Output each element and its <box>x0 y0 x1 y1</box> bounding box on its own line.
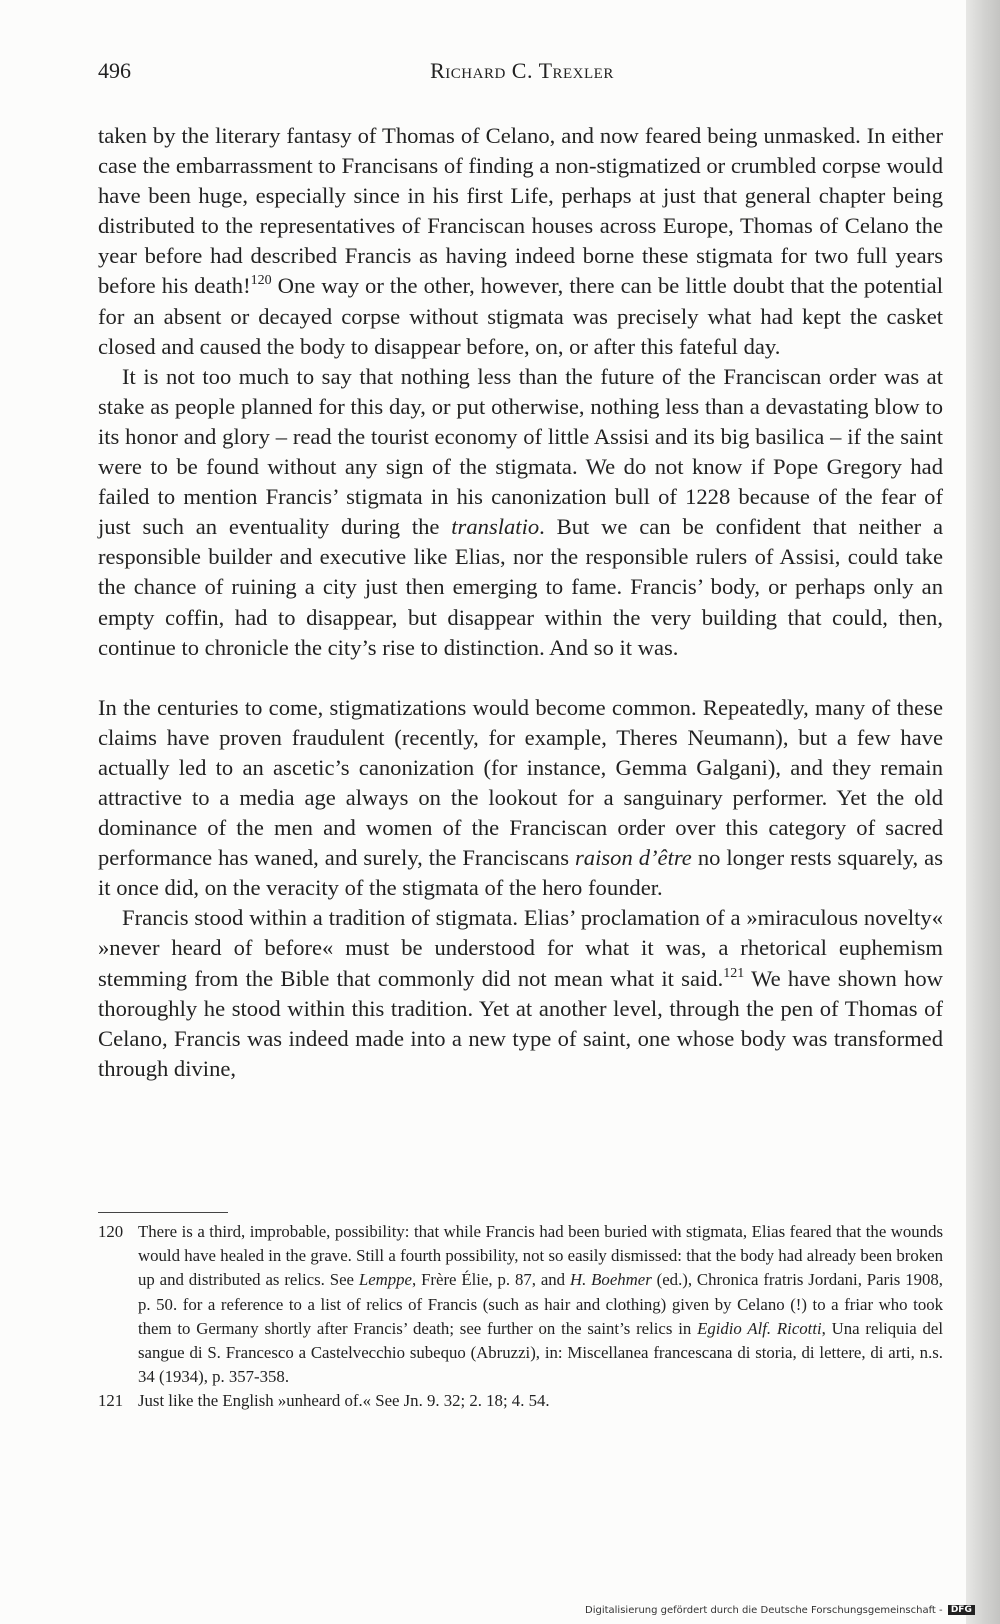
footer-text: Digitalisierung gefördert durch die Deutsche Forschungsgemeinschaft - <box>585 1605 943 1616</box>
italic-term: raison d’être <box>575 845 692 871</box>
footnote-rule <box>98 1212 228 1213</box>
paragraph-3: In the centuries to come, stigmatizations would become common. Repeatedly, many of these claims have proven fraudulent (recently, for example, Theres Neumann), but a few have actually led to an ascetic’s canonization (for instance, Gemma Galgani), and they remain attractive to a media age always on the lookout for a sanguinary performer. Yet the old dominance of the men and women of the Franciscan order over this category of sacred performance has waned, and surely, the Franciscans raison d’être no longer rests squarely, as it once did, on the veracity of the stigmata of the hero founder. <box>98 694 943 901</box>
body-text <box>98 121 943 1084</box>
paragraph-4: Francis stood within a tradition of stigmata. Elias’ proclamation of a »miraculous novelty« »never heard of before« must be understood for what it was, a rhetorical euphemism stemming from the Bible that commonly did not mean what it said.$^{121}$ We have shown how thoroughly he stood within this tradition. Yet at another level, through the pen of Thomas of Celano, Francis was indeed made into a new type of saint, one whose body was transformed through divine, <box>98 905 943 1081</box>
footnote-121 <box>98 1389 943 1413</box>
footnotes <box>98 1220 943 1414</box>
page-header <box>98 58 946 88</box>
footnote-number: 120 <box>98 1222 124 1241</box>
paragraph-2: It is not too much to say that nothing less than the future of the Franciscan order was at stake as people planned for this day, or put otherwise, nothing less than a devastating blow to its honor and glory – read the tourist economy of little Assisi and its big basilica – if the saint were to be found without any sign of the stigmata. We do not know if Pope Gregory had failed to mention Francis’ stigmata in his canonization bull of 1228 because of the fear of just such an eventuality during the translatio. But we can be confident that neither a responsible builder and executive like Elias, nor the responsible rulers of Assisi, could take the chance of ruining a city just then emerging to fame. Francis’ body, or perhaps only an empty coffin, had to disappear, but disappear within the very building that could, then, continue to chronicle the city’s rise to distinction. And so it was. <box>98 363 943 660</box>
footnote-ref-120: 120 <box>250 273 272 289</box>
footnote-ref-121: 121 <box>723 965 745 981</box>
page-number: 496 <box>98 58 131 83</box>
running-title: Richard C. Trexler <box>430 58 614 83</box>
digitization-footer <box>585 1605 975 1621</box>
footnote-120 <box>98 1220 943 1389</box>
footnote-text: There is a third, improbable, possibility: that while Francis had been buried with stigmata, Elias feared that the wounds would have healed in the grave. Still a fourth possibility, not so easily dismissed: that the body had already been broken up and distributed as relics. See Lemppe, Frère Élie, p. 87, and H. Boehmer (ed.), Chronica fratris Jordani, Paris 1908, p. 50. for a reference to a list of relics of Francis (such as hair and clothing) given by Celano (!) to a friar who took them to Germany shortly after Francis’ death; see further on the saint’s relics in Egidio Alf. Ricotti, Una reliquia del sangue di S. Francesco a Castelvecchio subequo (Abruzzi), in: Miscellanea francescana di storia, di lettere, di arti, n.s. 34 (1934), p. 357-358. <box>138 1222 943 1387</box>
section-break <box>98 663 943 693</box>
paragraph-1: taken by the literary fantasy of Thomas of Celano, and now feared being unmasked. In either case the embarrassment to Francisans of finding a non-stigmatized or crumbled corpse would have been huge, especially since in his first Life, perhaps at just that general chapter being distributed to the representatives of Franciscan houses across Europe, Thomas of Celano the year before had described Francis as having indeed borne these stigmata for two full years before his death!$^{120}$ One way or the other, however, there can be little doubt that the potential for an absent or decayed corpse without stigmata was precisely what had kept the casket closed and caused the body to disappear before, on, or after this fateful day. <box>98 123 943 359</box>
adjacent-page-edge <box>966 0 1000 1624</box>
italic-term: translatio <box>451 514 540 540</box>
footnote-number: 121 <box>98 1391 124 1411</box>
footnote-text: Just like the English »unheard of.« See Jn. 9. 32; 2. 18; 4. 54. <box>138 1391 550 1411</box>
dfg-logo: DFG <box>948 1605 975 1615</box>
